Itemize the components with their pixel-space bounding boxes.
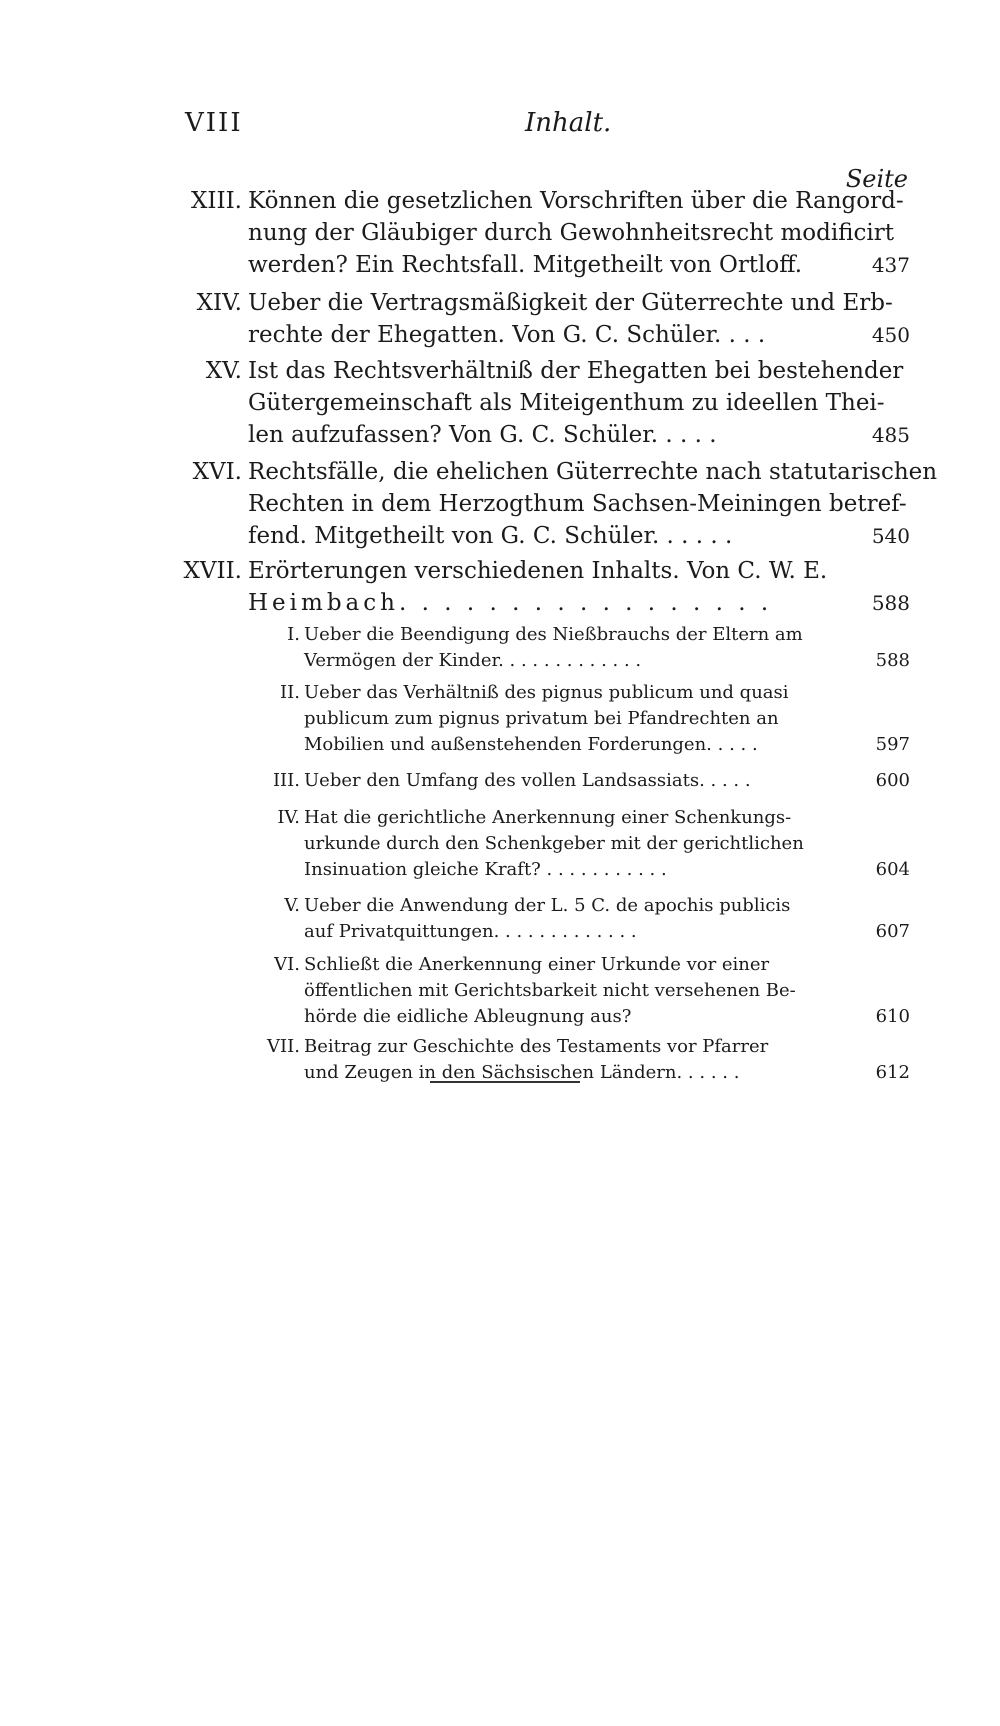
sub-line	[260, 1034, 910, 1060]
sub-page-ref: 604	[875, 859, 910, 880]
toc-line: Gütergemeinschaft als Miteigenthum zu ideellen Thei-	[248, 390, 885, 416]
sub-text: auf Privatquittungen. . . . . . . . . . . . .	[304, 921, 637, 942]
sub-line	[260, 893, 910, 919]
sub-text: Beitrag zur Geschichte des Testaments vor Pfarrer	[304, 1036, 769, 1057]
sub-line	[260, 805, 910, 831]
toc-page-ref: 485	[871, 423, 910, 447]
toc-text: Ist das Rechtsverhältniß der Ehegatten bei bestehender	[248, 358, 904, 384]
sub-text: Hat die gerichtliche Anerkennung einer Schenkungs-	[304, 807, 792, 828]
toc-text: Ueber die Vertragsmäßigkeit der Güterrechte und Erb-	[248, 290, 893, 316]
toc-text: Rechtsfälle, die ehelichen Güterrechte nach statutarischen	[248, 459, 938, 485]
sub-text: Ueber das Verhältniß des pignus publicum und quasi	[304, 682, 789, 703]
toc-text: fend. Mitgetheilt von G. C. Schüler. . . . . .	[248, 523, 733, 549]
toc-page-ref: 450	[871, 323, 910, 347]
sub-line	[260, 1060, 910, 1086]
toc-numeral: XIII.	[191, 188, 242, 214]
sub-numeral: VI.	[274, 954, 300, 975]
sub-line	[260, 732, 910, 758]
sub-line	[260, 857, 910, 883]
sub-text: und Zeugen in den Sächsischen Ländern. . . . . .	[304, 1062, 740, 1083]
toc-line	[170, 249, 910, 281]
toc-line	[170, 555, 910, 587]
toc-sub-entry-v	[260, 893, 910, 945]
sub-line	[260, 919, 910, 945]
sub-line	[260, 952, 910, 978]
sub-page-ref: 612	[875, 1062, 910, 1083]
toc-entry-xvii	[170, 555, 910, 619]
sub-text: Ueber den Umfang des vollen Landsassiats. . . . .	[304, 770, 751, 791]
toc-line	[170, 520, 910, 552]
toc-line	[170, 355, 910, 387]
toc-text: werden? Ein Rechtsfall. Mitgetheilt von Ortloff.	[248, 252, 803, 278]
page-column-label: Seite	[845, 165, 908, 193]
toc-entry-xvi	[170, 456, 938, 552]
sub-numeral: II.	[280, 682, 300, 703]
toc-numeral: XVII.	[183, 558, 242, 584]
toc-sub-entry-i	[260, 622, 910, 674]
toc-page-ref: 437	[871, 253, 910, 277]
toc-line	[170, 185, 910, 217]
sub-page-ref: 600	[875, 770, 910, 791]
toc-numeral: XIV.	[196, 290, 242, 316]
page-number: VIII	[185, 108, 243, 138]
closing-rule	[430, 1081, 580, 1083]
sub-page-ref: 588	[875, 650, 910, 671]
sub-line	[260, 1004, 910, 1030]
toc-line	[170, 319, 910, 351]
sub-text: Insinuation gleiche Kraft? . . . . . . . . . . .	[304, 859, 667, 880]
sub-text: Ueber die Anwendung der L. 5 C. de apochis publicis	[304, 895, 791, 916]
toc-sub-entry-vi	[260, 952, 910, 1030]
toc-line	[170, 456, 938, 488]
toc-line: nung der Gläubiger durch Gewohnheitsrecht modificirt	[248, 220, 894, 246]
sub-line	[260, 768, 910, 794]
toc-numeral: XVI.	[192, 459, 242, 485]
toc-text: rechte der Ehegatten. Von G. C. Schüler. . . .	[248, 322, 766, 348]
toc-line: Rechten in dem Herzogthum Sachsen-Meiningen betref-	[248, 491, 907, 517]
sub-text: Ueber die Beendigung des Nießbrauchs der Eltern am	[304, 624, 803, 645]
toc-entry-xiv	[170, 287, 910, 351]
toc-sub-entry-ii	[260, 680, 910, 758]
sub-line: öffentlichen mit Gerichtsbarkeit nicht versehenen Be-	[304, 980, 796, 1001]
sub-page-ref: 607	[875, 921, 910, 942]
sub-text: Vermögen der Kinder. . . . . . . . . . . . .	[304, 650, 642, 671]
sub-line: publicum zum pignus privatum bei Pfandrechten an	[304, 708, 779, 729]
toc-text: len aufzufassen? Von G. C. Schüler. . . . .	[248, 422, 717, 448]
sub-page-ref: 597	[875, 734, 910, 755]
sub-line	[260, 680, 910, 706]
sub-line	[260, 622, 910, 648]
toc-page-ref: 540	[871, 524, 910, 548]
toc-text: Können die gesetzlichen Vorschriften über die Rangord-	[248, 188, 904, 214]
sub-text: hörde die eidliche Ableugnung aus?	[304, 1006, 632, 1027]
toc-sub-entry-iii	[260, 768, 910, 794]
toc-line	[170, 419, 910, 451]
page-header	[185, 108, 905, 148]
sub-line	[260, 648, 910, 674]
toc-line	[170, 287, 910, 319]
toc-text: Erörterungen verschiedenen Inhalts. Von C. W. E.	[248, 558, 828, 584]
toc-page-ref: 588	[871, 591, 910, 615]
toc-sub-entry-vii	[260, 1034, 910, 1086]
sub-numeral: III.	[272, 770, 300, 791]
toc-entry-xv	[170, 355, 910, 451]
sub-text: Mobilien und außenstehenden Forderungen. . . . .	[304, 734, 758, 755]
toc-line	[170, 587, 910, 619]
running-title: Inhalt.	[525, 108, 612, 138]
toc-text: Heimbach. . . . . . . . . . . . . . . . .	[248, 590, 773, 616]
sub-line: urkunde durch den Schenkgeber mit der gerichtlichen	[304, 833, 804, 854]
sub-numeral: I.	[287, 624, 300, 645]
sub-numeral: IV.	[277, 807, 300, 828]
toc-numeral: XV.	[205, 358, 242, 384]
sub-page-ref: 610	[875, 1006, 910, 1027]
sub-text: Schließt die Anerkennung einer Urkunde vor einer	[304, 954, 770, 975]
sub-numeral: V.	[284, 895, 300, 916]
toc-sub-entry-iv	[260, 805, 910, 883]
toc-entry-xiii	[170, 185, 910, 281]
sub-numeral: VII.	[267, 1036, 300, 1057]
